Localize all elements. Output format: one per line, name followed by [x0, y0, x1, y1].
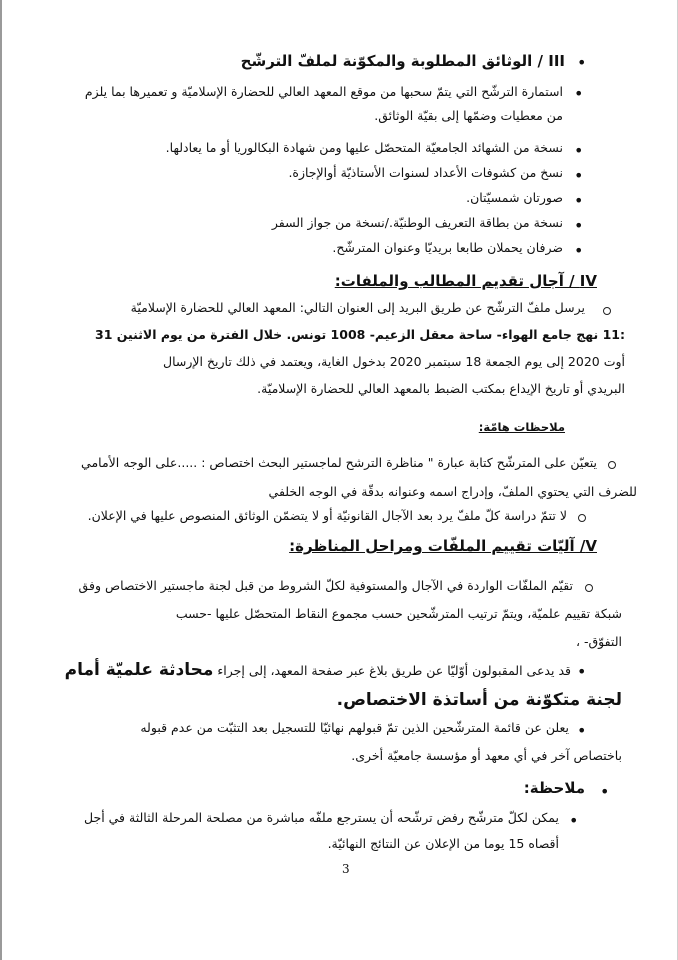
- section-5-item-1-line-2: شبكة تقييم علميّة، ويتمّ ترتيب المترشّحين حسب مجموع النقاط المتحصّل عليها -حسب: [175, 606, 622, 621]
- remark-line-1: يمكن لكلّ مترشّح رفض ترشّحه أن يسترجع ملفّه مباشرة من مصلحة المرحلة الثالثة في أجل: [84, 810, 559, 825]
- section-3-item-1-line-1: استمارة الترشّح التي يتمّ سحبها من موقع المعهد العالي للحضارة الإسلاميّة و تعميرها بما يلزم: [84, 84, 563, 99]
- bullet-icon: [577, 726, 586, 739]
- bullet-icon: [574, 146, 583, 159]
- circle-bullet-icon: [585, 584, 593, 592]
- section-5-item-1-line-3: التفوّق- ،: [575, 634, 622, 649]
- section-5-item-2-line-1: [65, 660, 571, 680]
- section-5-title: V/ آليّات تقييم الملفّات ومراحل المناظرة:: [289, 537, 597, 555]
- bullet-icon: [600, 787, 609, 800]
- section-5-item-2-emphasis: محادثة علميّة أمام: [64, 660, 214, 680]
- remark-title: ملاحظة:: [523, 779, 585, 797]
- notes-item-1-line-1: يتعيّن على المترشّح كتابة عبارة " مناظرة الترشح لماجستير البحث اختصاص : .....على الوجه الأمامي: [81, 455, 597, 470]
- page-number: 3: [342, 862, 350, 876]
- bullet-icon: [574, 89, 583, 102]
- section-4-line-2: :11 نهج جامع الهواء- ساحة معقل الزعيم- 1008 تونس. خلال الفترة من يوم الاثنين 31: [95, 327, 625, 342]
- section-3-item-3: نسخ من كشوفات الأعداد لسنوات الأستاذيّة أوالإجازة.: [288, 165, 563, 180]
- bullet-icon: [569, 816, 578, 829]
- section-3-item-5: نسخة من بطاقة التعريف الوطنيّة./نسخة من جواز السفر: [271, 215, 563, 230]
- section-5-item-3-line-1: يعلن عن قائمة المترشّحين الذين تمّ قبولهم نهائيّا للتسجيل بعد التثبّت من عدم قبوله: [140, 720, 569, 735]
- section-4-line-3: أوت 2020 إلى يوم الجمعة 18 سبتمبر 2020 بدخول الغاية، ويعتمد في ذلك تاريخ الإرسال: [162, 354, 625, 369]
- remark-line-2: أقصاه 15 يوما من الإعلان عن النتائج النهائيّة.: [327, 836, 559, 851]
- bullet-icon: [574, 246, 583, 259]
- bullet-icon: [577, 667, 586, 680]
- section-5-item-2-line-2: لجنة متكوّنة من أساتذة الاختصاص.: [336, 690, 622, 710]
- section-4-line-1: يرسل ملفّ الترشّح عن طريق البريد إلى العنوان التالي: المعهد العالي للحضارة الإسلاميّة: [130, 300, 585, 315]
- section-3-title: III / الوثائق المطلوبة والمكوّنة لملفّ الترشّح: [240, 52, 565, 70]
- notes-item-2: لا تتمّ دراسة كلّ ملفّ يرد بعد الآجال القانونيّة أو لا يتضمّن الوثائق المنصوص عليها في الإعلان.: [87, 508, 567, 523]
- section-3-item-1-line-2: من معطيات وضمّها إلى بقيّة الوثائق.: [374, 108, 563, 123]
- bullet-icon: [577, 58, 586, 71]
- section-3-item-4: صورتان شمسيّتان.: [466, 190, 563, 205]
- bullet-icon: [574, 196, 583, 209]
- section-5-item-3-line-2: باختصاص آخر في أي معهد أو مؤسسة جامعيّة أخرى.: [351, 748, 622, 763]
- bullet-icon: [574, 171, 583, 184]
- section-3-item-6: ضرفان يحملان طابعا بريديّا وعنوان المترشّح.: [332, 240, 563, 255]
- section-3-item-2: نسخة من الشهائد الجامعيّة المتحصّل عليها ومن شهادة البكالوريا أو ما يعادلها.: [165, 140, 563, 155]
- section-5-item-2-normal: قد يدعى المقبولون أوّليّا عن طريق بلاغ عبر صفحة المعهد، إلى إجراء: [217, 663, 571, 678]
- bullet-icon: [574, 221, 583, 234]
- section-5-item-1-line-1: تقيّم الملفّات الواردة في الآجال والمستوفية لكلّ الشروط من قبل لجنة ماجستير الاختصاص وفق: [78, 578, 573, 593]
- notes-item-1-line-2: للضرف التي يحتوي الملفّ، وإدراج اسمه وعنوانه بدقّة في الوجه الخلفي: [268, 484, 637, 499]
- section-4-title: IV / آجال تقديم المطالب والملفات:: [334, 272, 597, 290]
- circle-bullet-icon: [608, 461, 616, 469]
- circle-bullet-icon: [603, 307, 611, 315]
- notes-title: ملاحظات هامّة:: [478, 420, 565, 434]
- section-4-line-4: البريدي أو تاريخ الإيداع بمكتب الضبط بالمعهد العالي للحضارة الإسلاميّة.: [257, 381, 625, 396]
- circle-bullet-icon: [578, 514, 586, 522]
